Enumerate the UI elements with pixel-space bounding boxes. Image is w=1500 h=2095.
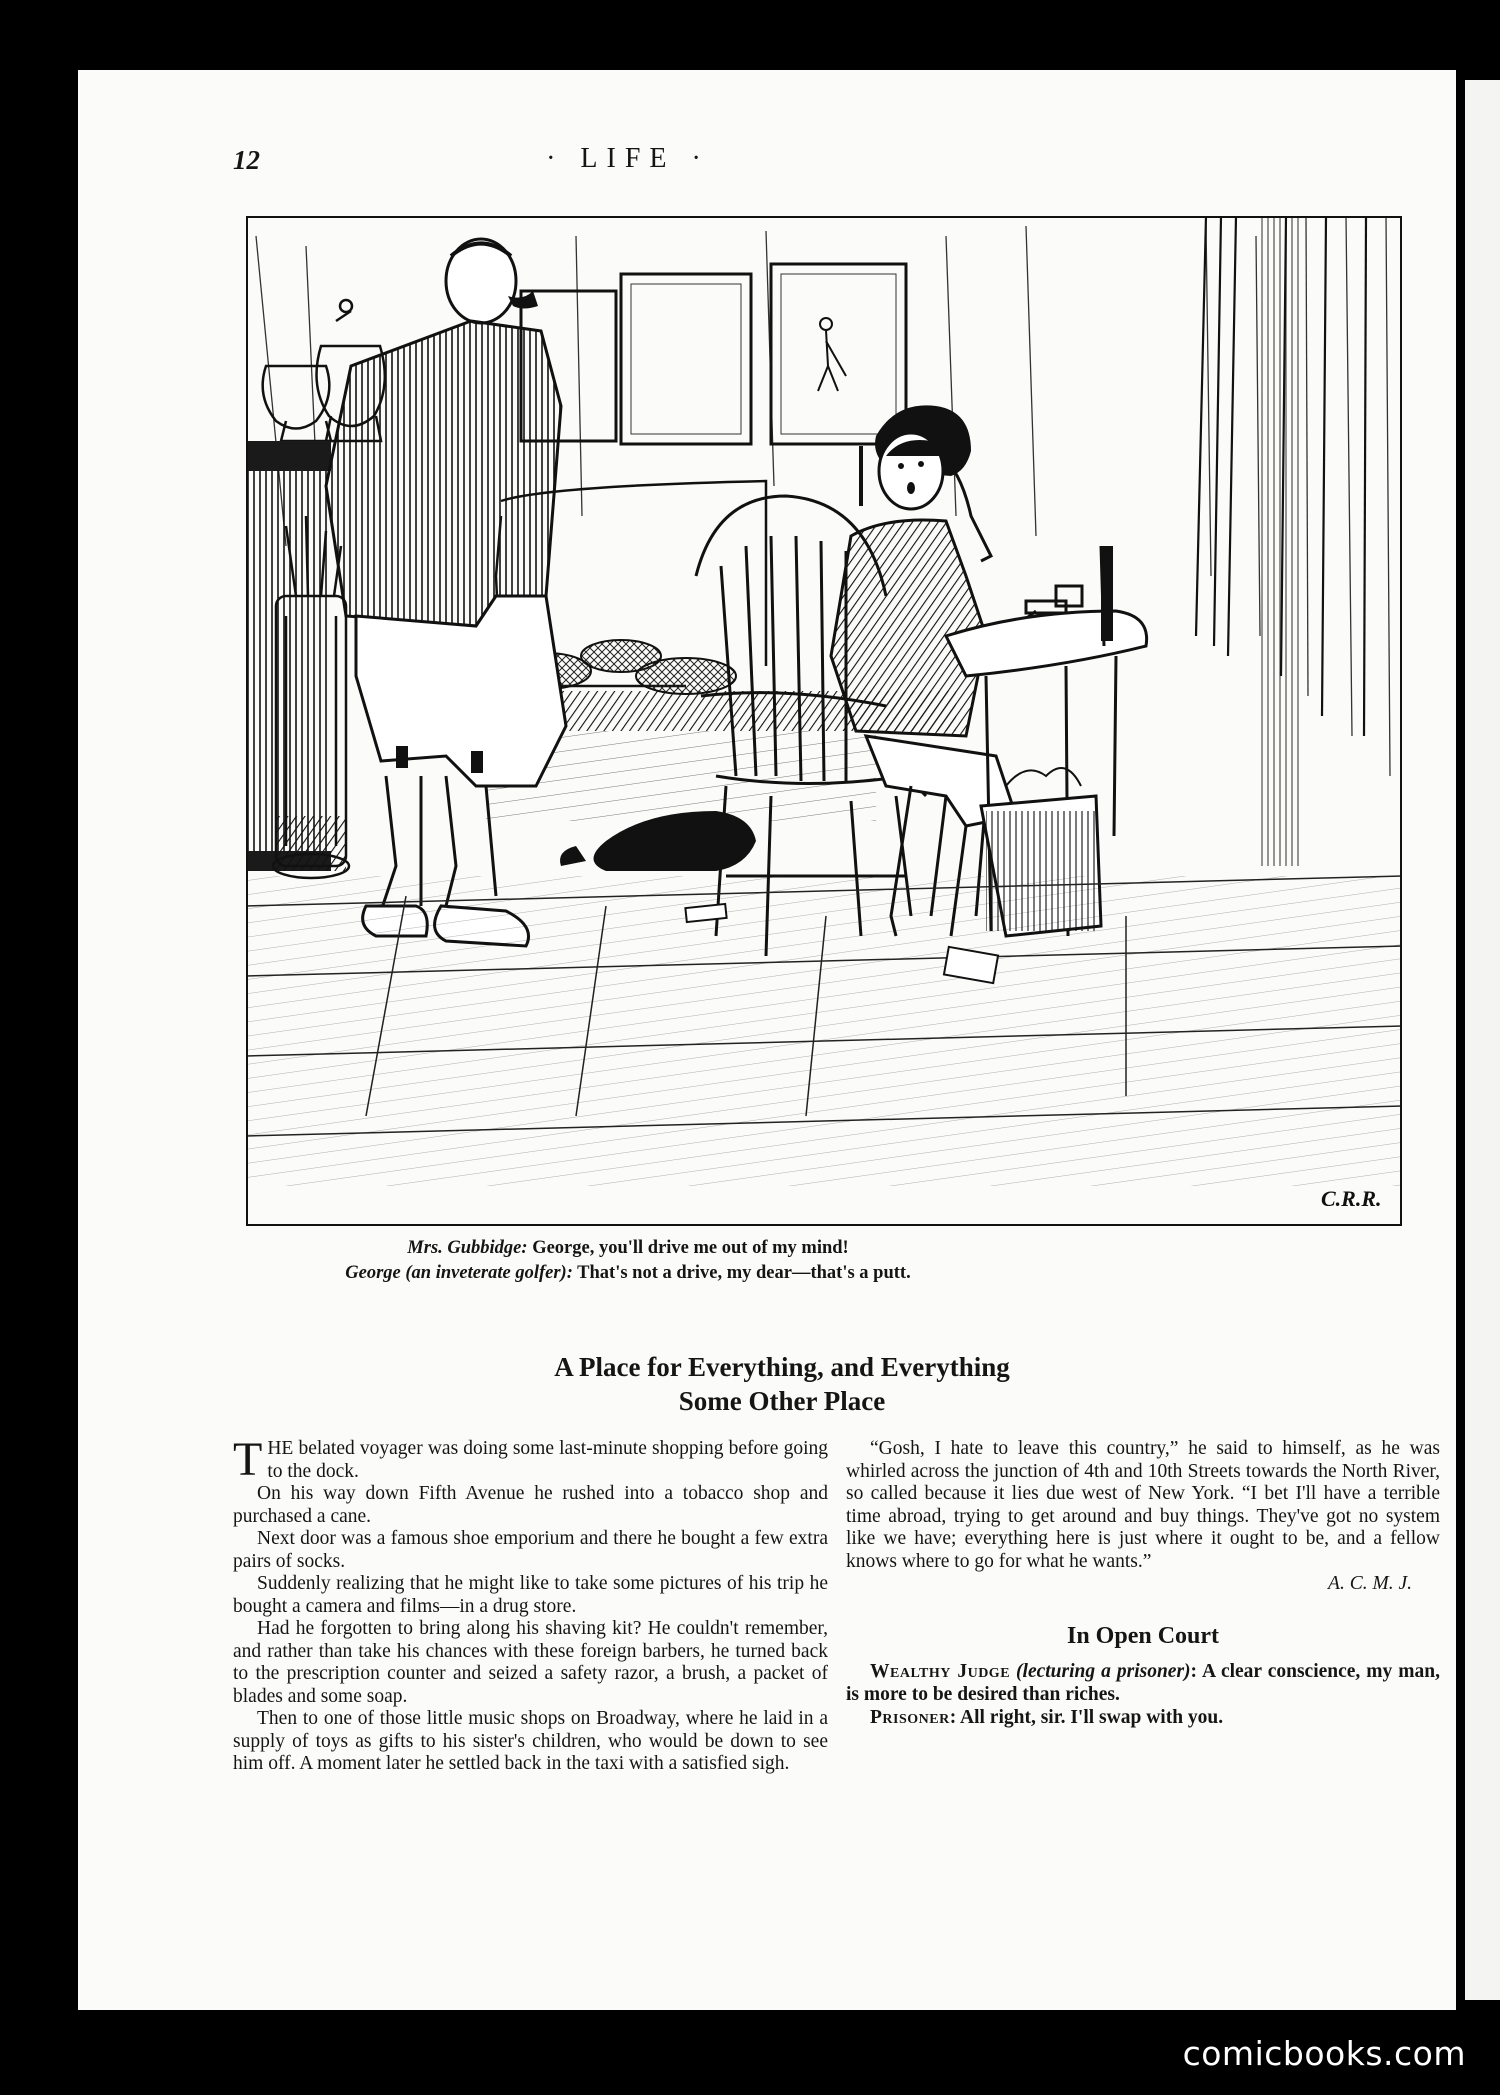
article-paragraph: Next door was a famous shoe emporium and there he bought a few extra pairs of socks. — [233, 1528, 828, 1572]
article-paragraph: Had he forgotten to bring along his shaving kit? He couldn't remember, and rather than take his chances with these foreign barbers, he turned back to the prescription counter and seized a safety razor, a brush, a packet of blades and some soap. — [233, 1618, 828, 1707]
caption-line-1 — [78, 1236, 1178, 1261]
adjacent-page-edge — [1465, 80, 1500, 2000]
court-judge-line: Wealthy Judge (lecturing a prisoner): A clear conscience, my man, is more to be desired than riches. — [846, 1661, 1440, 1705]
page-number: 12 — [233, 145, 260, 175]
watermark: comicbooks.com — [1182, 2034, 1466, 2073]
article-title — [438, 1350, 1126, 1418]
cartoon-illustration — [246, 216, 1402, 1226]
court-prisoner-line: Prisoner: All right, sir. I'll swap with you. — [870, 1707, 1224, 1728]
article-paragraph: Suddenly realizing that he might like to take some pictures of his trip he bought a camera and films—in a drug store. — [233, 1573, 828, 1617]
court-text — [846, 1660, 1440, 1729]
caption-speaker-1: Mrs. Gubbidge: — [407, 1238, 528, 1258]
magazine-page — [78, 70, 1456, 2010]
article-paragraph: Then to one of those little music shops on Broadway, where he laid in a supply of toys as gifts to his sister's children, who would be down to see him off. A moment later he settled back in the taxi with a satisfied sigh. — [233, 1708, 828, 1774]
article-paragraph: THE belated voyager was doing some last-minute shopping before going to the dock. — [233, 1433, 828, 1486]
article-signature: A. C. M. J. — [1328, 1573, 1412, 1594]
court-title: In Open Court — [1066, 1623, 1220, 1649]
article-column-right — [846, 1438, 1440, 1596]
caption-speaker-2: George (an inveterate golfer): — [345, 1263, 573, 1283]
caption-line-2 — [78, 1261, 1178, 1286]
cartoon-drawing — [246, 216, 1402, 1226]
drop-cap: T — [233, 1433, 263, 1486]
page-gutter — [1456, 70, 1465, 2010]
article-paragraph: On his way down Fifth Avenue he rushed into a tobacco shop and purchased a cane. — [233, 1483, 828, 1527]
article-signature-row — [846, 1573, 1440, 1596]
article-paragraph: “Gosh, I hate to leave this country,” he said to himself, as he was whirled across the junction of 4th and 10th Streets towards the North River, so called because it lies due west of New York. “I bet I'll have a terrible time abroad, trying to get around and buy things. They've got no system like we have; everything here is just where it ought to be, and a fellow knows where to go for what he wants.” — [846, 1438, 1440, 1572]
article-title-line-1: A Place for Everything, and Everything — [554, 1352, 1010, 1382]
artist-signature: C.R.R. — [1321, 1186, 1382, 1211]
article-column-left — [233, 1433, 828, 1776]
article-title-line-2: Some Other Place — [678, 1386, 886, 1416]
caption-text-1: George, you'll drive me out of my mind! — [532, 1238, 849, 1258]
cartoon-caption — [78, 1236, 1178, 1286]
running-head: · LIFE · — [546, 143, 710, 174]
caption-text-2: That's not a drive, my dear—that's a putt. — [577, 1263, 911, 1283]
